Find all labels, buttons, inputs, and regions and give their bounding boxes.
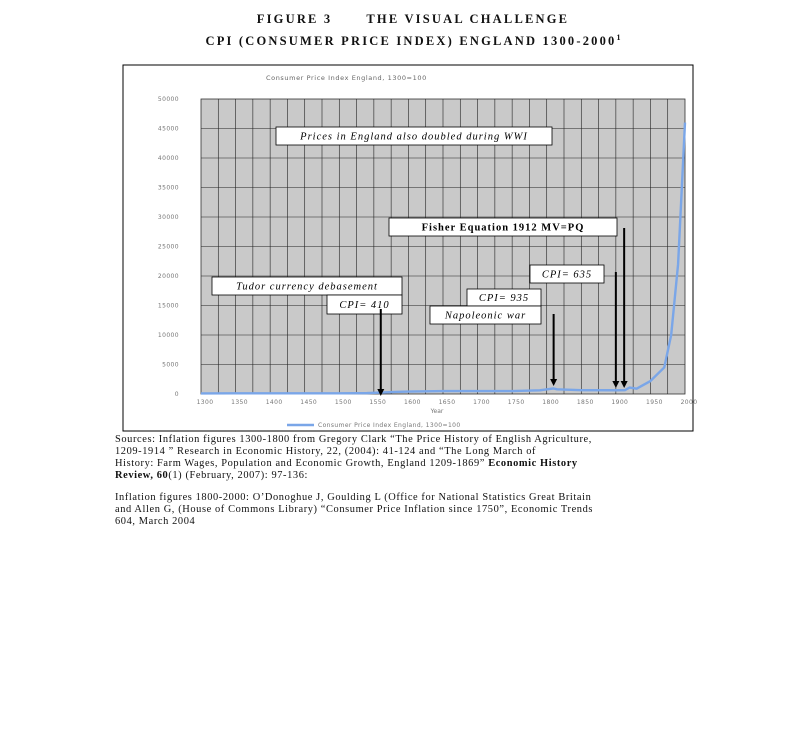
x-tick-label: 1600 [403,399,421,406]
chart-title: Consumer Price Index England, 1300=100 [266,74,427,82]
figure-number: FIGURE 3 [256,12,333,26]
x-tick-label: 1650 [438,399,456,406]
y-tick-label: 50000 [157,96,179,103]
sources-line [115,470,701,482]
annotation-napoleonic: Napoleonic war [444,310,527,322]
annotation-cpi-935: CPI= 935 [478,293,530,304]
annotation-cpi-410: CPI= 410 [339,300,390,311]
figure-subtitle-text: CPI (CONSUMER PRICE INDEX) ENGLAND 1300-2000 [205,34,617,49]
x-tick-label: 1300 [196,399,214,406]
x-tick-label: 1950 [645,399,663,406]
y-tick-label: 20000 [157,273,179,280]
sources-line: Inflation figures 1800-2000: O’Donoghue J, Goulding L (Office for National Statistics Great Britain [115,492,592,503]
journal-volume: Review, 60 [115,470,169,481]
sources-paragraph-1 [115,434,701,482]
y-tick-label: 0 [174,391,179,398]
annotation-tudor: Tudor currency debasement [236,281,378,293]
annotation-wwi: Prices in England also doubled during WWI [300,131,528,143]
x-tick-label: 1450 [300,399,318,406]
journal-issue: (1) (February, 2007): 97-136: [168,470,308,481]
x-tick-label: 1400 [265,399,283,406]
y-tick-label: 35000 [157,184,179,192]
x-tick-label: 1900 [611,399,629,406]
sources-line: 1209-1914 ” Research in Economic History, 22, (2004): 41-124 and “The Long March of [115,446,537,457]
sources-line: and Allen G, (House of Commons Library) “Consumer Price Inflation since 1750”, Economic Trends [115,504,594,515]
journal-name: Economic History [488,458,578,469]
x-tick-label: 1500 [334,399,352,406]
y-tick-label: 15000 [157,302,179,310]
x-tick-label: 1750 [507,399,525,406]
figure-name: THE VISUAL CHALLENGE [366,12,570,26]
y-tick-label: 25000 [157,243,179,251]
sources-line: Sources: Inflation figures 1300-1800 from Gregory Clark “The Price History of English Agriculture, [115,434,592,445]
x-tick-label: 1350 [231,399,249,406]
sources-text: History: Farm Wages, Population and Economic Growth, England 1209-1869” [115,458,485,469]
y-tick-label: 40000 [157,155,179,162]
x-tick-label: 1850 [576,399,594,406]
annotation-cpi-635: CPI= 635 [541,269,593,281]
y-tick-label: 30000 [157,214,179,221]
y-tick-label: 5000 [162,361,179,369]
y-tick-label: 45000 [157,125,179,133]
footnote-mark: 1 [616,33,621,42]
annotation-fisher: Fisher Equation 1912 MV=PQ [421,222,585,234]
x-tick-label: 1700 [473,399,491,406]
sources-paragraph-2 [115,492,701,528]
x-tick-label: 1800 [542,399,560,406]
x-axis-label: Year [430,408,444,415]
x-tick-label: 2000 [680,399,698,406]
sources-line [115,458,701,470]
x-tick-label: 1550 [369,399,387,406]
sources-line: 604, March 2004 [115,516,196,527]
y-tick-label: 10000 [157,332,179,339]
legend-label: Consumer Price Index England, 1300=100 [318,422,461,429]
